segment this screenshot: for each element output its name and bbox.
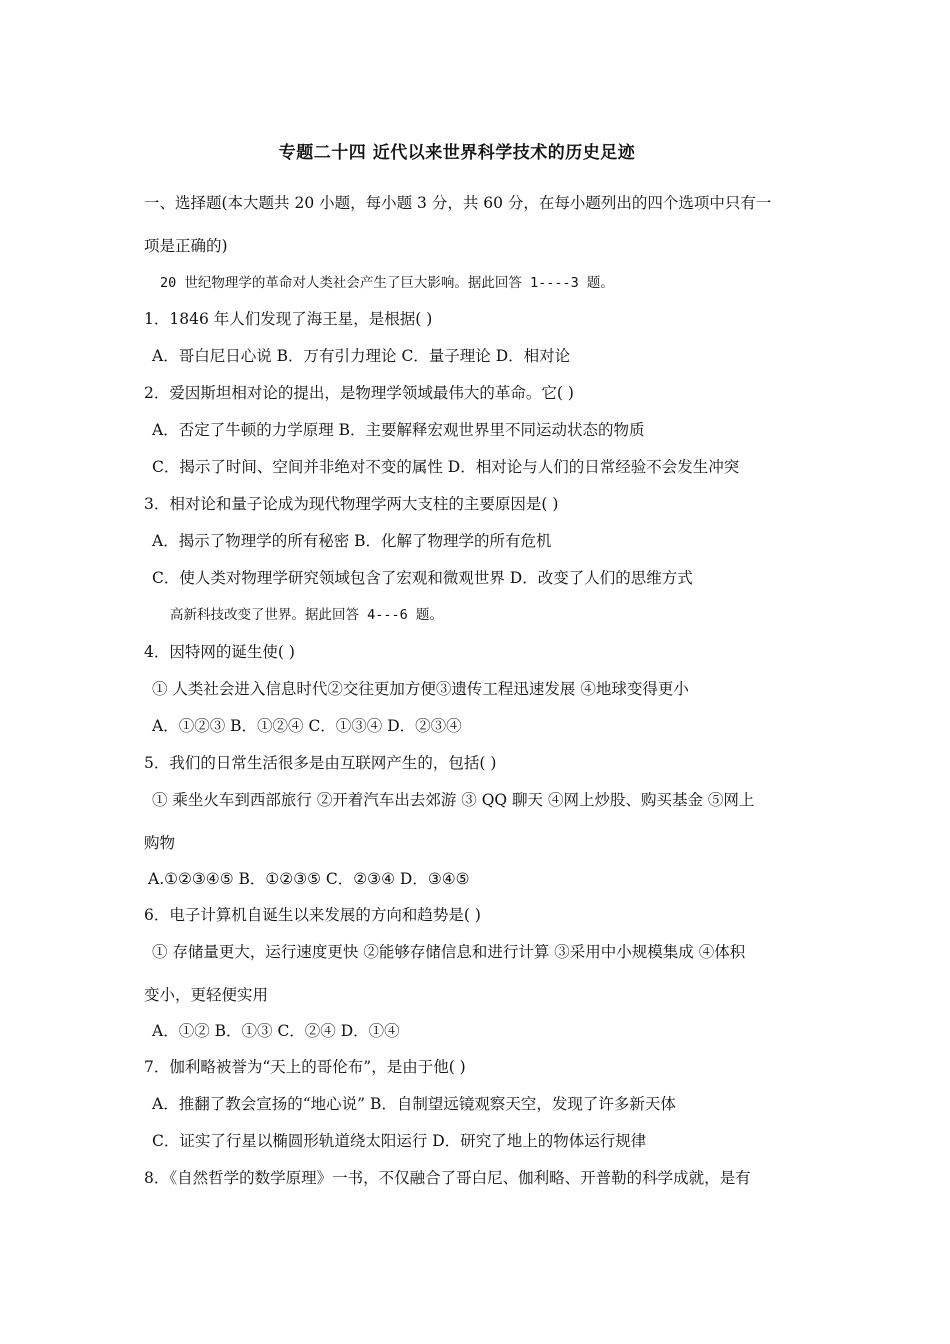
question-5-items-cont: 购物 — [144, 834, 176, 852]
question-1: 1．1846 年人们发现了海王星，是根据( ) — [144, 310, 433, 328]
question-5: 5．我们的日常生活很多是由互联网产生的，包括( ) — [144, 754, 497, 772]
question-1-options: A．哥白尼日心说 B．万有引力理论 C．量子理论 D．相对论 — [152, 347, 571, 365]
question-4: 4．因特网的诞生使( ) — [144, 643, 295, 661]
question-6: 6．电子计算机自诞生以来发展的方向和趋势是( ) — [144, 906, 481, 924]
question-5-options: A.①②③④⑤ B．①②③⑤ C．②③④ D．③④⑤ — [148, 870, 470, 888]
question-2: 2．爱因斯坦相对论的提出，是物理学领域最伟大的革命。它( ) — [144, 384, 574, 402]
question-2-options-ab: A．否定了牛顿的力学原理 B．主要解释宏观世界里不同运动状态的物质 — [152, 421, 645, 439]
question-7-options-cd: C．证实了行星以椭圆形轨道绕太阳运行 D．研究了地上的物体运行规律 — [152, 1132, 647, 1150]
question-7: 7．伽利略被誉为“天上的哥伦布”，是由于他( ) — [144, 1058, 466, 1076]
question-3-options-ab: A．揭示了物理学的所有秘密 B．化解了物理学的所有危机 — [152, 532, 552, 550]
question-4-options: A．①②③ B．①②④ C．①③④ D．②③④ — [152, 717, 462, 735]
question-6-options: A．①② B．①③ C．②④ D．①④ — [152, 1022, 400, 1040]
question-4-items: ① 人类社会进入信息时代②交往更加方便③遗传工程迅速发展 ④地球变得更小 — [152, 680, 689, 698]
group-intro-2: 高新科技改变了世界。据此回答 4---6 题。 — [170, 607, 443, 623]
question-6-items-cont: 变小，更轻便实用 — [144, 986, 269, 1004]
question-8: 8．《自然哲学的数学原理》一书，不仅融合了哥白尼、伽利略、开普勒的科学成就，是有 — [144, 1169, 751, 1187]
page-title: 专题二十四 近代以来世界科学技术的历史足迹 — [278, 143, 636, 163]
question-6-items: ① 存储量更大，运行速度更快 ②能够存储信息和进行计算 ③采用中小规模集成 ④体积 — [152, 943, 746, 961]
question-7-options-ab: A．推翻了教会宣扬的“地心说” B．自制望远镜观察天空，发现了许多新天体 — [152, 1095, 676, 1113]
group-intro-1: 20 世纪物理学的革命对人类社会产生了巨大影响。据此回答 1----3 题。 — [160, 275, 614, 291]
question-5-items: ① 乘坐火车到西部旅行 ②开着汽车出去郊游 ③ QQ 聊天 ④网上炒股、购买基金 ⑤网上 — [152, 791, 755, 809]
question-3-options-cd: C．使人类对物理学研究领域包含了宏观和微观世界 D．改变了人们的思维方式 — [152, 569, 693, 587]
section-heading-cont: 项是正确的) — [144, 237, 228, 255]
question-3: 3．相对论和量子论成为现代物理学两大支柱的主要原因是( ) — [144, 495, 559, 513]
section-heading: 一、选择题(本大题共 20 小题，每小题 3 分，共 60 分，在每小题列出的四个选项中只有一 — [144, 194, 772, 212]
question-2-options-cd: C．揭示了时间、空间并非绝对不变的属性 D．相对论与人们的日常经验不会发生冲突 — [152, 458, 740, 476]
